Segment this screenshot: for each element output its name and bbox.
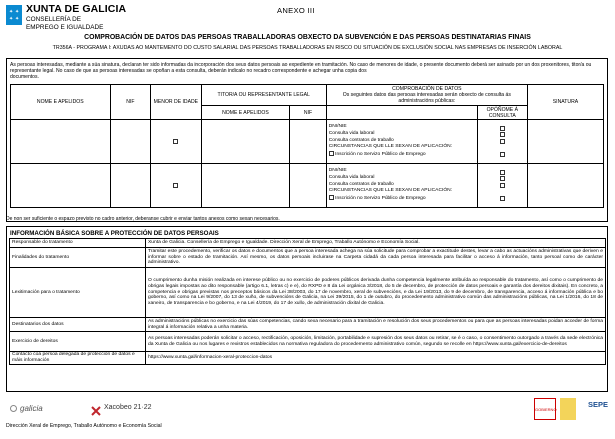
info-label: Responsable do tratamento (10, 239, 146, 248)
data-protection-table (9, 238, 606, 365)
tutor-nif-cell[interactable] (290, 120, 326, 164)
document-subtitle: TR356A - PROGRAMA I: AXUDAS AO MANTEMENTO DO CUSTO SALARIAL DAS PERSOAS TRABALLADORAS EN RISCO OU SITUACIÓN DE EXCLUSIÓN SOCIAL NAS EMPRESAS DE INSERCIÓN LABORAL (52, 45, 563, 51)
xunta-logo-text (26, 4, 126, 31)
table-row (10, 248, 606, 268)
info-label: Contacto coa persoa delegada de protección de datos e máis información (10, 352, 146, 365)
signature-cell[interactable] (527, 164, 603, 208)
tutor-nif-cell[interactable] (290, 164, 326, 208)
col-header-tutor: TITOR/A OU REPRESENTANTE LEGAL (201, 85, 326, 106)
col-header-check-title: COMPROBACIÓN DE DATOS (392, 86, 462, 92)
col-header-tutor-name: NOME E APELIDOS (201, 106, 290, 120)
oppose-label-2: CONSULTA (488, 112, 516, 119)
info-text: As persoas interesadas poderán solicitar o acceso, rectificación, oposición, limitación, portabilidade e supresión dos seus datos ou retirar, se é o caso, o consentimento outorgado a través da sede electrónica da Xunta de Galicia ou nos lugares e rexistros establecidos na normativa reguladora do procedemento administrativo común, segundo se recolle en https://www.xunta.gal/exercicio-de-dereitos (146, 332, 606, 352)
info-label: Lexitimación para o tratamento (10, 268, 146, 318)
consult-item-contracts: Consulta contratos de traballo (328, 181, 394, 187)
info-label: Finalidades do tratamento (10, 248, 146, 268)
footer-department: Dirección Xeral de Emprego, Traballo Autónomo e Economía Social (6, 423, 162, 429)
minor-checkbox[interactable] (173, 183, 178, 188)
info-label: Exercicio de dereitos (10, 332, 146, 352)
galicia-logo-text: galicia (20, 404, 43, 413)
persons-table (10, 84, 604, 208)
consult-item-registration (329, 195, 477, 203)
minor-checkbox[interactable] (173, 139, 178, 144)
document-title: COMPROBACIÓN DE DATOS DAS PERSOAS TRABALLADORAS OBXECTO DA SUBVENCIÓN E DAS PERSOAS DESTINATARIAS FINAIS (84, 34, 531, 41)
col-header-sign: SINATURA (527, 85, 603, 120)
footnote: De non ser suficiente o espazo previsto no cadro anterior, deberanse cubrir e enviar tantos anexos como sexan necesarios. (6, 216, 280, 222)
signature-cell[interactable] (527, 120, 603, 164)
info-text: As administracións públicas no exercicio das súas competencias, cando sexa necesario para a tramitación e resolución dos seus procedementos ou para que as persoas interesadas poidan acceder de forma integral á información relativa a unha materia. (146, 318, 606, 332)
tutor-name-cell[interactable] (201, 164, 290, 208)
minor-cell (151, 120, 201, 164)
intro-text (10, 62, 604, 81)
table-row (10, 332, 606, 352)
oppose-checkbox-contracts[interactable] (500, 183, 505, 188)
data-protection-section (6, 226, 608, 392)
oppose-checkbox-contracts[interactable] (500, 139, 505, 144)
oppose-checkbox-work-life[interactable] (500, 132, 505, 137)
persons-section (6, 58, 608, 222)
consult-item-work-life: Consulta vida laboral (328, 175, 375, 181)
info-label: Destinatarios dos datos (10, 318, 146, 332)
col-header-nif: NIF (110, 85, 151, 120)
col-header-minor: MENOR DE IDADE (151, 85, 201, 120)
svg-text:✦: ✦ (9, 16, 14, 22)
logo-subtitle-1: CONSELLERÍA DE (26, 15, 82, 23)
col-header-check (326, 85, 527, 106)
consult-list (326, 164, 477, 208)
tutor-name-cell[interactable] (201, 120, 290, 164)
oppose-checkbox-work-life[interactable] (500, 176, 505, 181)
oppose-checkbox-registration[interactable] (500, 152, 505, 157)
xacobeo-logo-text: Xacobeo 21·22 (104, 404, 152, 411)
col-header-name: NOME E APELIDOS (11, 85, 111, 120)
consult-item-circumstances: CIRCUNSTANCIAS QUE LLE SEXAN DE APLICACIÓN: (328, 188, 453, 194)
ministry-logo-icon (560, 398, 576, 420)
name-cell[interactable] (11, 164, 111, 208)
sepe-logo: SEPE (587, 400, 608, 409)
annex-label: ANEXO III (277, 6, 315, 15)
intro-paragraph-end: documentos. (10, 74, 39, 81)
consult-item-work-life: Consulta vida laboral (328, 131, 375, 137)
table-row (10, 318, 606, 332)
col-header-tutor-nif: NIF (290, 106, 326, 120)
info-text: Xunta de Galicia. Consellería de Emprego e Igualdade. Dirección Xeral de Emprego, Traballo Autónomo e Economía Social. (146, 239, 606, 248)
logo-subtitle-2: EMPREGO E IGUALDADE (26, 23, 104, 31)
oppose-checkbox-dni[interactable] (500, 170, 505, 175)
svg-text:✦: ✦ (15, 9, 20, 15)
minor-cell (151, 164, 201, 208)
registration-checkbox[interactable] (329, 195, 334, 200)
consult-item-registration (329, 151, 477, 159)
oppose-label-1: OPÓÑOME Á (486, 106, 519, 113)
info-text: O cumprimento dunha misión realizada en interese público ou no exercicio de poderes públicos derivada dunha competencia legalmente atribuída ao responsable do tratamento, así como o cumprimento de obrigas legais impostas ao dito responsable (artigo 6.1, letras c) e e), do RXPD e 8 da Lei orgánica 3/2018, do 5 de decembro, de protección de datos persoais e garantía dos dereitos dixitais). En concreto, a competencia e obrigas previstas nos preceptos básicos da Lei 38/2003, do 17 de novembro, xeral de subvencións, e da Lei 19/2013, do 9 de decembro, de transparencia, acceso á información pública e bo goberno, así como na Lei 9/2007, do 13 de xuño, de subvencións de Galicia, na Lei 39/2015, do 1 de outubro, do procedemento administrativo común das administracións públicas, na Lei 1/2016, do 18 de xaneiro, de transparencia e bo goberno, e na Lei 4/2019, do 17 de xullo, de administración dixital de Galicia. (146, 268, 606, 318)
consult-item-circumstances: CIRCUNSTANCIAS QUE LLE SEXAN DE APLICACIÓN: (328, 144, 453, 150)
oppose-checkbox-registration[interactable] (500, 196, 505, 201)
logo-title: XUNTA DE GALICIA (26, 3, 127, 15)
registration-checkbox[interactable] (329, 151, 334, 156)
table-row (10, 352, 606, 365)
col-header-check-subtitle: Os seguintes datos das persoas interesadas serán obxecto de consulta ás administracións públicas: (342, 92, 511, 104)
consult-item-registration-label: Inscrición no Servizo Público de Emprego (335, 151, 426, 157)
info-text: Tramitar este procedemento, verificar os datos e documentos que a persoa interesada achega na súa solicitude para comprobar a exactitude destes, levar a cabo as actuacións administrativas que deriven e informar sobre o estado de tramitación. Así mesmo, os datos persoais incluirase na Carpeta cidadá da cada persoa interesada para facilitar o acceso á información, tanto persoal como de carácter administrativo. (146, 248, 606, 268)
table-row (10, 268, 606, 318)
table-row (10, 239, 606, 248)
nif-cell[interactable] (110, 164, 151, 208)
info-link[interactable]: https://www.xunta.gal/informacion-xeral-proteccion-datos (146, 352, 606, 365)
oppose-cell (477, 164, 527, 208)
header (6, 3, 608, 33)
consult-item-dni: DNI/NIE (328, 124, 347, 130)
data-protection-title: INFORMACIÓN BÁSICA SOBRE A PROTECCIÓN DE DATOS PERSOAIS (10, 230, 219, 237)
svg-text:✦: ✦ (9, 9, 14, 15)
table-row (11, 120, 604, 164)
svg-text:✦: ✦ (15, 16, 20, 22)
nif-cell[interactable] (110, 120, 151, 164)
xacobeo-logo-icon (91, 403, 101, 413)
consult-item-dni: DNI/NIE (328, 168, 347, 174)
col-header-check-blank (326, 106, 477, 120)
table-row (11, 164, 604, 208)
oppose-cell (477, 120, 527, 164)
name-cell[interactable] (11, 120, 111, 164)
galicia-logo-icon (10, 405, 17, 412)
consult-item-registration-label: Inscrición no Servizo Público de Emprego (335, 195, 426, 201)
government-logo: GOBIERNO (534, 398, 556, 420)
col-header-oppose (477, 106, 527, 120)
consult-item-contracts: Consulta contratos de traballo (328, 137, 394, 143)
oppose-checkbox-dni[interactable] (500, 126, 505, 131)
xunta-flag-icon (6, 5, 22, 25)
consult-list (326, 120, 477, 164)
intro-paragraph: As persoas interesadas, mediante a súa sinatura, declaran ter sido informadas da incorporación dos seus datos persoais ao expediente en tramitación. No caso de menores de idade, o presente documento deberá ser asinado por un dos proxenitores, titor/a ou representante legal. No caso de que as persoas interesadas se opoñan a esta consulta, deberán indicalo no recadro correspondente e achegar unha copia dos (10, 62, 592, 75)
